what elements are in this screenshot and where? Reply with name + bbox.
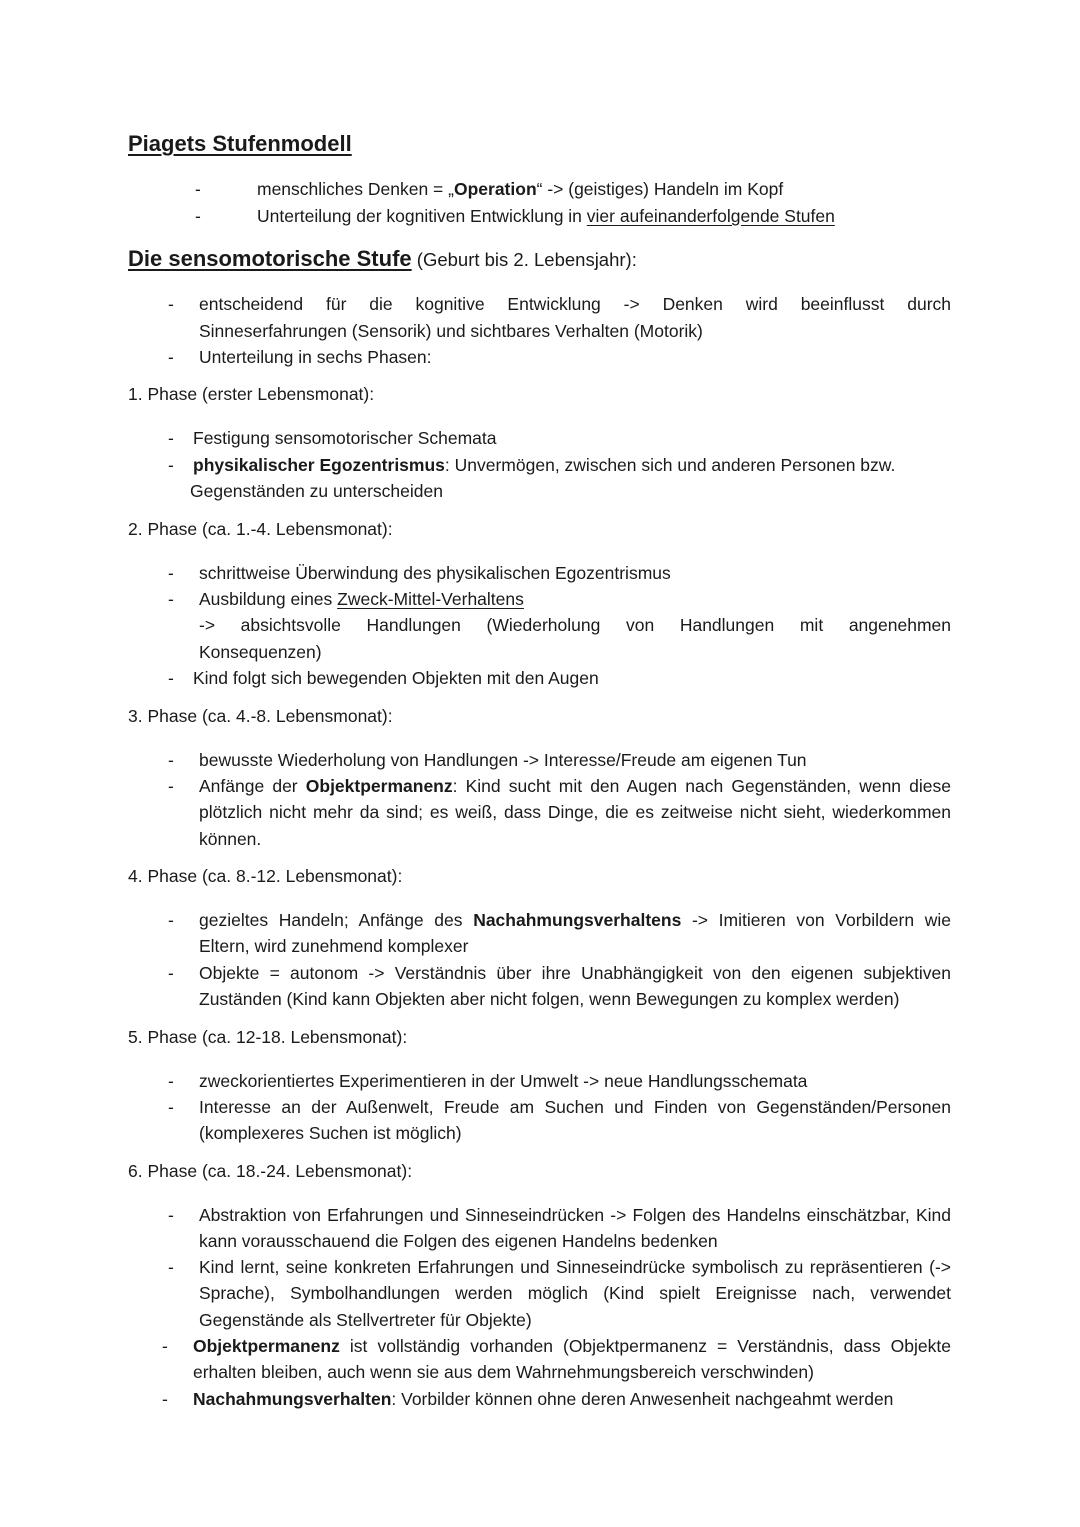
phase-5-heading: 5. Phase (ca. 12-18. Lebensmonat): [128,1027,408,1047]
bullet-dash: - [168,294,174,314]
phase-4-bullet-1: gezieltes Handeln; Anfänge des Nachahmungsverhaltens -> Imitieren von Vorbildern wie Eltern, wird zunehmend komplexer [199,910,951,957]
phase-6-bullet-1: Abstraktion von Erfahrungen und Sinneseindrücken -> Folgen des Handelns einschätzbar, Kind kann vorausschauend die Folgen des eigenen Handelns bedenken [199,1205,951,1252]
section-title: Die sensomotorische Stufe (Geburt bis 2. Lebensjahr): [128,246,637,271]
bullet-dash: - [168,963,174,983]
bullet-dash: - [168,1205,174,1225]
bullet-dash: - [162,1389,168,1409]
bullet-dash: - [168,750,174,770]
phase-6-bullet-4: Nachahmungsverhalten: Vorbilder können ohne deren Anwesenheit nachgeahmt werden [193,1389,894,1409]
phase-2-bullet-3: Kind folgt sich bewegenden Objekten mit den Augen [193,668,599,688]
intro-bullet-1: menschliches Denken = „Operation“ -> (geistiges) Handeln im Kopf [257,179,784,199]
phase-6-heading: 6. Phase (ca. 18.-24. Lebensmonat): [128,1161,413,1181]
phase-3-heading: 3. Phase (ca. 4.-8. Lebensmonat): [128,706,393,726]
bullet-dash: - [168,589,174,609]
bullet-dash: - [168,910,174,930]
phase-1-heading: 1. Phase (erster Lebensmonat): [128,384,375,404]
phase-2-bullet-2: Ausbildung eines Zweck-Mittel-Verhaltens [199,589,524,609]
phase-2-heading: 2. Phase (ca. 1.-4. Lebensmonat): [128,519,393,539]
bullet-dash: - [168,776,174,796]
bullet-dash: - [168,1257,174,1277]
phase-6-bullet-2: Kind lernt, seine konkreten Erfahrungen und Sinneseindrücke symbolisch zu repräsentieren (-> Sprache), Symbolhandlungen werden möglich (Kind spielt Ereignisse nach, verwendet Gegenstände als Stellvertreter für Objekte) [199,1257,951,1330]
bullet-dash: - [168,1097,174,1117]
phase-5-bullet-2: Interesse an der Außenwelt, Freude am Suchen und Finden von Gegenständen/Personen (komplexeres Suchen ist möglich) [199,1097,951,1144]
phase-2-bullet-1: schrittweise Überwindung des physikalischen Egozentrismus [199,563,671,583]
phase-1-bullet-2-line-2: Gegenständen zu unterscheiden [190,481,443,501]
phase-1-bullet-1: Festigung sensomotorischer Schemata [193,428,497,448]
phase-2-bullet-2-line-3: Konsequenzen) [199,642,322,662]
bullet-dash: - [168,428,174,448]
bullet-dash: - [168,563,174,583]
phase-4-heading: 4. Phase (ca. 8.-12. Lebensmonat): [128,866,403,886]
phase-3-bullet-1: bewusste Wiederholung von Handlungen -> Interesse/Freude am eigenen Tun [199,750,807,770]
phase-6-bullet-3: Objektpermanenz ist vollständig vorhanden (Objektpermanenz = Verständnis, dass Objekte erhalten bleiben, auch wenn sie aus dem Wahrnehmungsbereich verschwinden) [193,1336,951,1383]
phase-2-bullet-2-line-2: -> absichtsvolle Handlungen (Wiederholung von Handlungen mit angenehmen [199,615,951,635]
phase-5-bullet-1: zweckorientiertes Experimentieren in der Umwelt -> neue Handlungsschemata [199,1071,808,1091]
bullet-dash: - [195,179,201,199]
bullet-dash: - [168,668,174,688]
bullet-dash: - [168,347,174,367]
bullet-dash: - [162,1336,168,1356]
section-bullet-2: Unterteilung in sechs Phasen: [199,347,432,367]
section-bullet-1-line-1: entscheidend für die kognitive Entwicklung -> Denken wird beeinflusst durch [199,294,951,314]
phase-1-bullet-2: physikalischer Egozentrismus: Unvermögen, zwischen sich und anderen Personen bzw. [193,455,896,475]
phase-4-bullet-2: Objekte = autonom -> Verständnis über ihre Unabhängigkeit von den eigenen subjektiven Zuständen (Kind kann Objekten aber nicht folgen, wenn Bewegungen zu komplex werden) [199,963,951,1010]
intro-bullet-2: Unterteilung der kognitiven Entwicklung in vier aufeinanderfolgende Stufen [257,206,835,226]
bullet-dash: - [168,455,174,475]
phase-3-bullet-2: Anfänge der Objektpermanenz: Kind sucht mit den Augen nach Gegenständen, wenn diese plötzlich nicht mehr da sind; es weiß, dass Dinge, die es zeitweise nicht sieht, wiederkommen können. [199,776,952,849]
bullet-dash: - [195,206,201,226]
section-bullet-1-line-2: Sinneserfahrungen (Sensorik) und sichtbares Verhalten (Motorik) [199,321,703,341]
page-title: Piagets Stufenmodell [128,131,352,156]
bullet-dash: - [168,1071,174,1091]
